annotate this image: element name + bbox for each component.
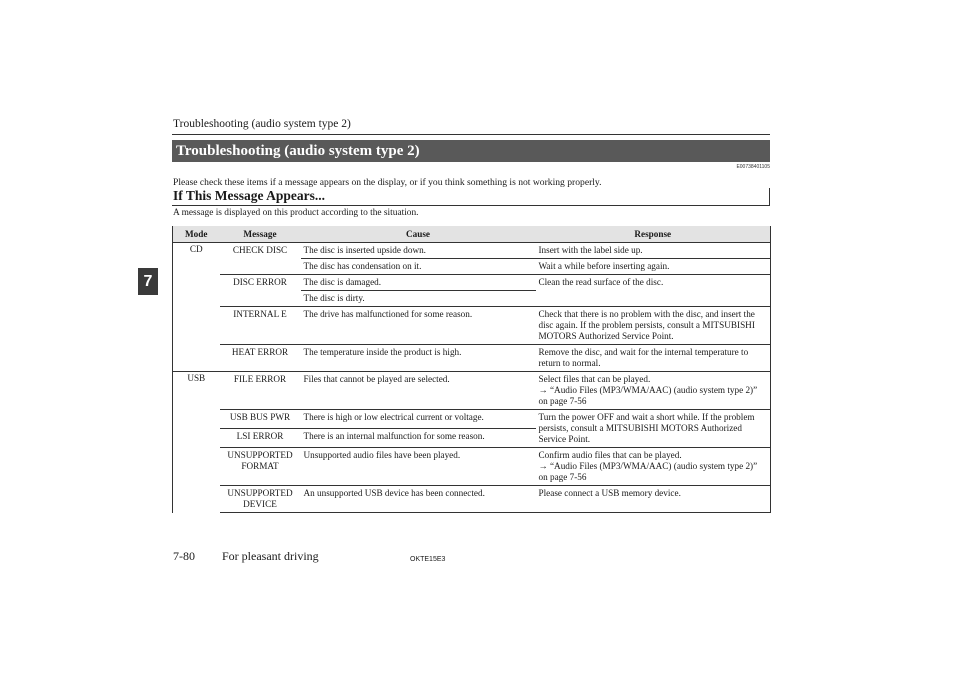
column-header-mode: Mode	[173, 226, 220, 243]
page-reference-link[interactable]: → “Audio Files (MP3/WMA/AAC) (audio system type 2)” on page 7-56	[538, 461, 758, 482]
section-heading-border	[769, 188, 770, 205]
table-row	[173, 345, 771, 372]
response-cell: Check that there is no problem with the disc, and insert the disc again. If the problem persists, consult a MITSUBISHI MOTORS Authorized Service Point.	[536, 307, 771, 345]
message-check-disc: CHECK DISC	[220, 243, 301, 275]
cause-cell: There is high or low electrical current or voltage.	[301, 410, 536, 429]
mode-usb: USB	[173, 372, 220, 513]
message-internal-e: INTERNAL E	[220, 307, 301, 345]
message-unsupported-device	[220, 486, 301, 513]
table-row	[173, 307, 771, 345]
response-cell	[536, 372, 771, 410]
response-cell: Insert with the label side up.	[536, 243, 771, 259]
header-divider	[172, 134, 770, 135]
page-title: Troubleshooting (audio system type 2)	[172, 140, 770, 162]
message-lsi-error: LSI ERROR	[220, 429, 301, 448]
message-heat-error: HEAT ERROR	[220, 345, 301, 372]
table-row	[173, 243, 771, 259]
message-disc-error: DISC ERROR	[220, 275, 301, 307]
page-number: 7-80	[173, 549, 195, 563]
running-header: Troubleshooting (audio system type 2)	[173, 118, 351, 130]
section-description: A message is displayed on this product according to the situation.	[173, 208, 419, 218]
message-line: UNSUPPORTED	[227, 488, 293, 498]
cause-cell: The disc is damaged.	[301, 275, 536, 291]
cause-cell: The drive has malfunctioned for some reason.	[301, 307, 536, 345]
section-heading-underline	[172, 205, 770, 206]
table-header-row	[173, 226, 771, 243]
cause-cell: Files that cannot be played are selected.	[301, 372, 536, 410]
message-line: UNSUPPORTED	[227, 450, 293, 460]
cause-cell: The disc is dirty.	[301, 291, 536, 307]
cause-cell: Unsupported audio files have been played.	[301, 448, 536, 486]
table-row	[173, 372, 771, 410]
cause-cell: The disc has condensation on it.	[301, 259, 536, 275]
table-row	[173, 410, 771, 429]
response-cell: Clean the read surface of the disc.	[536, 275, 771, 307]
message-table	[172, 226, 771, 513]
response-cell	[536, 448, 771, 486]
message-file-error: FILE ERROR	[220, 372, 301, 410]
page-reference-link[interactable]: → “Audio Files (MP3/WMA/AAC) (audio system type 2)” on page 7-56	[538, 385, 758, 406]
response-text: Confirm audio files that can be played.	[538, 450, 682, 460]
column-header-message: Message	[220, 226, 301, 243]
document-code: E00738401105	[736, 164, 770, 170]
section-heading: If This Message Appears...	[173, 188, 326, 203]
response-cell: Remove the disc, and wait for the internal temperature to return to normal.	[536, 345, 771, 372]
intro-text: Please check these items if a message appears on the display, or if you think something is not working properly.	[173, 177, 602, 188]
response-cell: Turn the power OFF and wait a short while. If the problem persists, consult a MITSUBISHI MOTORS Authorized Service Point.	[536, 410, 771, 448]
table-row	[173, 448, 771, 486]
chapter-tab[interactable]: 7	[138, 268, 158, 295]
message-line: DEVICE	[243, 499, 277, 509]
cause-cell: An unsupported USB device has been connected.	[301, 486, 536, 513]
response-text: Select files that can be played.	[538, 374, 651, 384]
cause-cell: The disc is inserted upside down.	[301, 243, 536, 259]
cause-cell: There is an internal malfunction for some reason.	[301, 429, 536, 448]
column-header-cause: Cause	[301, 226, 536, 243]
message-unsupported-format	[220, 448, 301, 486]
table-row	[173, 275, 771, 291]
table-row	[173, 486, 771, 513]
message-usb-bus-pwr: USB BUS PWR	[220, 410, 301, 429]
manual-code: OKTE15E3	[410, 556, 446, 563]
mode-cd: CD	[173, 243, 220, 372]
response-cell: Wait a while before inserting again.	[536, 259, 771, 275]
message-line: FORMAT	[241, 461, 279, 471]
footer-section-name: For pleasant driving	[222, 549, 319, 563]
cause-cell: The temperature inside the product is high.	[301, 345, 536, 372]
column-header-response: Response	[536, 226, 771, 243]
response-cell: Please connect a USB memory device.	[536, 486, 771, 513]
